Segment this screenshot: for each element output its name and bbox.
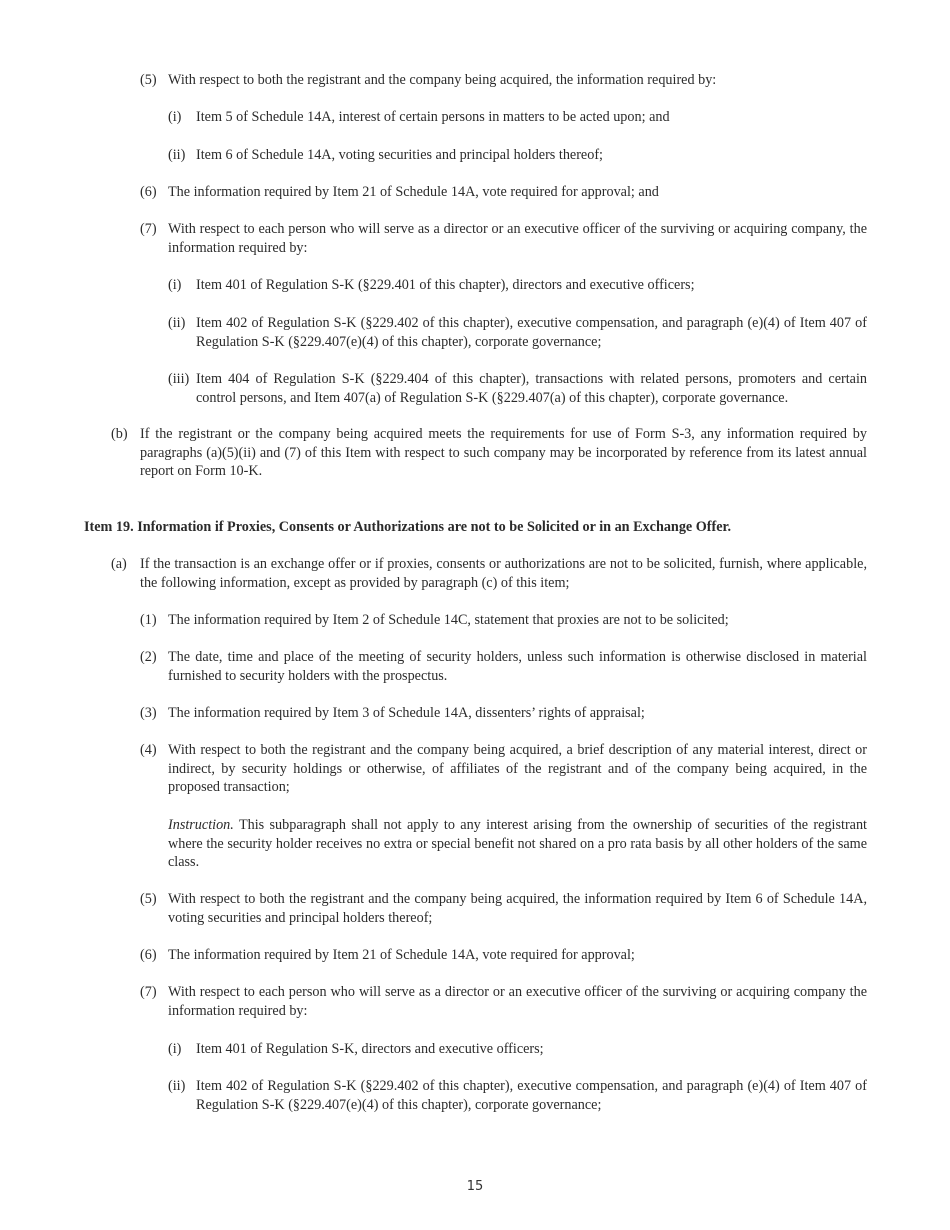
paragraph-text: With respect to both the registrant and the company being acquired, the information required by: — [168, 72, 717, 88]
item19-paragraph-2 — [140, 648, 867, 685]
paragraph-label: (i) — [168, 1041, 182, 1057]
paragraph-label: (5) — [140, 891, 157, 907]
page-number: 15 — [466, 1179, 484, 1194]
paragraph-text: With respect to both the registrant and the company being acquired, the information required by Item 6 of Schedule 14A, voting securities and principal holders thereof; — [168, 891, 867, 926]
paragraph-7-ii — [168, 314, 867, 351]
paragraph-text: The information required by Item 3 of Schedule 14A, dissenters’ rights of appraisal; — [168, 705, 645, 721]
paragraph-5-ii — [168, 146, 867, 165]
instruction-note — [168, 816, 867, 872]
item19-paragraph-5 — [140, 890, 867, 927]
paragraph-text: The information required by Item 2 of Schedule 14C, statement that proxies are not to be solicited; — [168, 612, 729, 628]
paragraph-label: (6) — [140, 947, 157, 963]
paragraph-text: The information required by Item 21 of Schedule 14A, vote required for approval; — [168, 947, 635, 963]
paragraph-5-i — [168, 108, 867, 127]
item19-paragraph-7 — [140, 983, 867, 1020]
item19-paragraph-a — [111, 555, 867, 592]
paragraph-text: The date, time and place of the meeting of security holders, unless such information is otherwise disclosed in material furnished to security holders with the prospectus. — [168, 649, 867, 684]
paragraph-label: (ii) — [168, 147, 186, 163]
paragraph-7-i — [168, 276, 867, 295]
paragraph-text: With respect to both the registrant and the company being acquired, a brief description of any material interest, direct or indirect, by security holdings or otherwise, of affiliates of the registrant and of the company being acquired, in the proposed transaction; — [168, 742, 867, 796]
item19-paragraph-4 — [140, 741, 867, 797]
paragraph-label: (ii) — [168, 315, 186, 331]
paragraph-text: Item 402 of Regulation S-K (§229.402 of this chapter), executive compensation, and paragraph (e)(4) of Item 407 of Regulation S-K (§229.407(e)(4) of this chapter), corporate governance; — [196, 1078, 867, 1113]
paragraph-label: (b) — [111, 426, 128, 442]
paragraph-label: (3) — [140, 705, 157, 721]
paragraph-label: (i) — [168, 109, 182, 125]
paragraph-text: Item 5 of Schedule 14A, interest of certain persons in matters to be acted upon; and — [196, 109, 670, 125]
item19-paragraph-3 — [140, 704, 867, 723]
paragraph-5 — [140, 71, 867, 90]
instruction-text: This subparagraph shall not apply to any interest arising from the ownership of securities of the registrant where the security holder receives no extra or special benefit not shared on a pro rata basis by all other holders of the same class. — [168, 817, 868, 871]
item19-paragraph-1 — [140, 611, 867, 630]
paragraph-text: If the transaction is an exchange offer or if proxies, consents or authorizations are not to be solicited, furnish, where applicable, the following information, except as provided by paragraph (c) of this item; — [140, 556, 867, 591]
paragraph-label: (7) — [140, 984, 157, 1000]
paragraph-label: (1) — [140, 612, 157, 628]
paragraph-label: (ii) — [168, 1078, 186, 1094]
paragraph-7-iii — [168, 370, 867, 407]
paragraph-text: If the registrant or the company being acquired meets the requirements for use of Form S-3, any information required by paragraphs (a)(5)(ii) and (7) of this Item with respect to such company may be incorporated by reference from its latest annual report on Form 10-K. — [140, 426, 867, 480]
paragraph-7 — [140, 220, 867, 257]
paragraph-label: (iii) — [168, 371, 190, 387]
item19-paragraph-6 — [140, 946, 867, 965]
item19-paragraph-7-i — [168, 1040, 867, 1059]
item-19-heading: Item 19. Information if Proxies, Consents or Authorizations are not to be Solicited or in an Exchange Offer. — [84, 519, 732, 535]
paragraph-text: Item 404 of Regulation S-K (§229.404 of this chapter), transactions with related persons, promoters and certain control persons, and Item 407(a) of Regulation S-K (§229.407(a) of this chapter), corporate governance. — [196, 371, 867, 406]
paragraph-label: (7) — [140, 221, 157, 237]
paragraph-text: Item 401 of Regulation S-K, directors and executive officers; — [196, 1041, 544, 1057]
paragraph-label: (2) — [140, 649, 157, 665]
paragraph-text: The information required by Item 21 of Schedule 14A, vote required for approval; and — [168, 184, 659, 200]
paragraph-label: (a) — [111, 556, 127, 572]
item19-paragraph-7-ii — [168, 1077, 867, 1114]
instruction-label: Instruction. — [168, 817, 234, 833]
paragraph-text: Item 401 of Regulation S-K (§229.401 of this chapter), directors and executive officers; — [196, 277, 695, 293]
paragraph-text: With respect to each person who will serve as a director or an executive officer of the surviving or acquiring company, the information required by: — [168, 221, 867, 256]
paragraph-label: (5) — [140, 72, 157, 88]
paragraph-label: (6) — [140, 184, 157, 200]
paragraph-label: (i) — [168, 277, 182, 293]
paragraph-text: With respect to each person who will serve as a director or an executive officer of the surviving or acquiring company the information required by: — [168, 984, 867, 1019]
paragraph-text: Item 402 of Regulation S-K (§229.402 of this chapter), executive compensation, and paragraph (e)(4) of Item 407 of Regulation S-K (§229.407(e)(4) of this chapter), corporate governance; — [196, 315, 867, 350]
paragraph-6 — [140, 183, 867, 202]
paragraph-b — [111, 425, 867, 481]
paragraph-text: Item 6 of Schedule 14A, voting securities and principal holders thereof; — [196, 147, 603, 163]
paragraph-label: (4) — [140, 742, 157, 758]
